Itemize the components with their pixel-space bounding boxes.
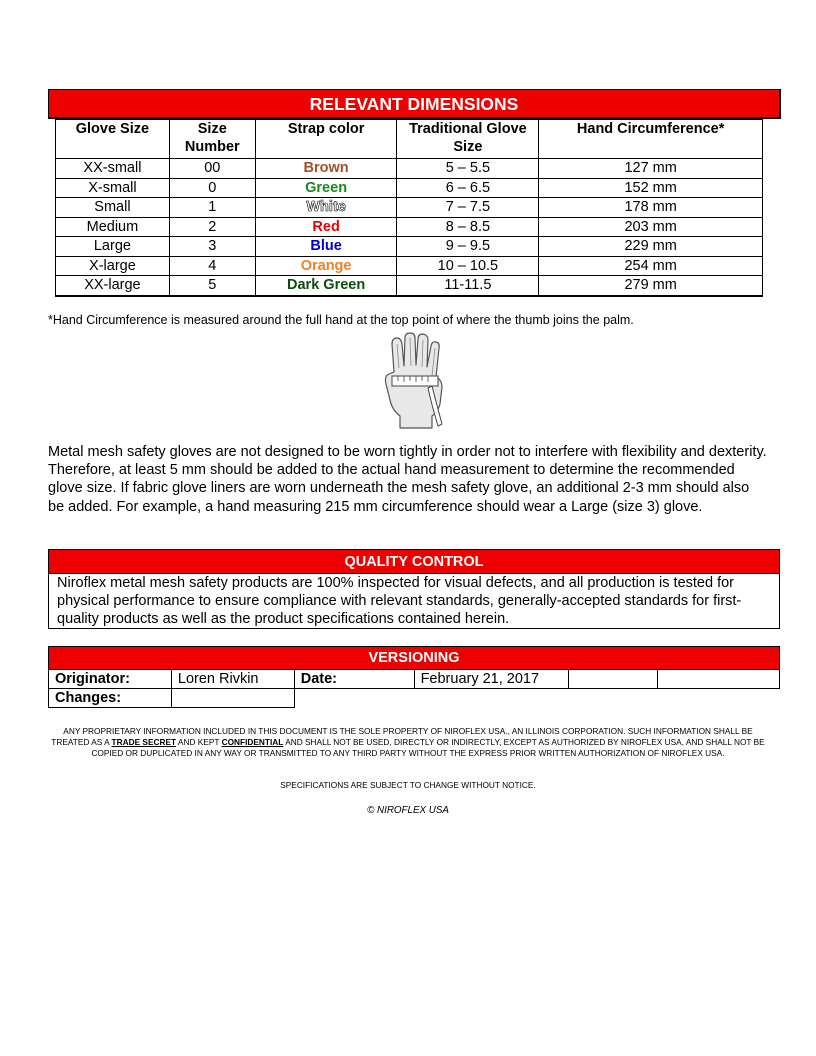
traditional-size-cell: 10 – 10.5 xyxy=(397,256,539,276)
dimensions-title: RELEVANT DIMENSIONS xyxy=(48,89,781,119)
trade-secret-text: TRADE SECRET xyxy=(111,737,177,748)
strap-color-cell: Brown xyxy=(255,159,397,179)
originator-label: Originator: xyxy=(49,670,172,689)
header-size-number: Size Number xyxy=(169,120,255,159)
strap-color-cell: Dark Green xyxy=(255,276,397,296)
glove-size-cell: X-small xyxy=(56,178,170,198)
dimensions-header-row xyxy=(56,120,763,159)
header-traditional-glove-size: Traditional Glove Size xyxy=(397,120,539,159)
date-value: February 21, 2017 xyxy=(414,670,569,689)
glove-size-cell: Medium xyxy=(56,217,170,237)
size-number-cell: 5 xyxy=(169,276,255,296)
strap-color-cell: Green xyxy=(255,178,397,198)
versioning-row-changes xyxy=(49,689,780,708)
empty-cell xyxy=(658,689,780,708)
traditional-size-cell: 7 – 7.5 xyxy=(397,198,539,218)
empty-cell xyxy=(658,670,780,689)
glove-size-cell: XX-small xyxy=(56,159,170,179)
specifications-notice: SPECIFICATIONS ARE SUBJECT TO CHANGE WITHOUT NOTICE. xyxy=(280,780,536,790)
header-hand-circumference: Hand Circumference* xyxy=(539,120,763,159)
circumference-cell: 279 mm xyxy=(539,276,763,296)
size-number-cell: 2 xyxy=(169,217,255,237)
size-number-cell: 1 xyxy=(169,198,255,218)
legal-text: ANY PROPRIETARY INFORMATION INCLUDED IN THIS DOCUMENT IS THE SOLE PROPERTY OF NIROFLEX USA., AN ILLINOIS CORPORATION. SUCH INFORMATION SHALL BE TREATED AS A xyxy=(51,726,753,748)
empty-cell xyxy=(171,689,294,708)
circumference-cell: 229 mm xyxy=(539,237,763,257)
versioning-row-originator xyxy=(49,670,780,689)
strap-color-cell: Red xyxy=(255,217,397,237)
dimensions-table xyxy=(55,119,763,297)
quality-title: QUALITY CONTROL xyxy=(48,549,780,574)
circumference-cell: 178 mm xyxy=(539,198,763,218)
table-row xyxy=(56,256,763,276)
header-glove-size: Glove Size xyxy=(56,120,170,159)
table-row xyxy=(56,178,763,198)
traditional-size-cell: 6 – 6.5 xyxy=(397,178,539,198)
glove-size-cell: Small xyxy=(56,198,170,218)
hand-measure-icon xyxy=(380,332,450,432)
size-number-cell: 3 xyxy=(169,237,255,257)
size-number-cell: 4 xyxy=(169,256,255,276)
empty-cell xyxy=(414,689,569,708)
empty-cell xyxy=(294,689,414,708)
circumference-cell: 152 mm xyxy=(539,178,763,198)
table-row xyxy=(56,198,763,218)
table-row xyxy=(56,237,763,257)
changes-label: Changes: xyxy=(49,689,172,708)
header-strap-color: Strap color xyxy=(255,120,397,159)
originator-value: Loren Rivkin xyxy=(171,670,294,689)
table-row xyxy=(56,276,763,296)
traditional-size-cell: 8 – 8.5 xyxy=(397,217,539,237)
legal-notice xyxy=(48,726,768,760)
size-number-cell: 00 xyxy=(169,159,255,179)
traditional-size-cell: 11-11.5 xyxy=(397,276,539,296)
empty-cell xyxy=(569,670,658,689)
table-row xyxy=(56,217,763,237)
glove-size-cell: Large xyxy=(56,237,170,257)
legal-text: AND KEPT xyxy=(176,737,222,748)
circumference-note: *Hand Circumference is measured around the full hand at the top point of where the thumb joins the palm. xyxy=(48,313,634,327)
date-label: Date: xyxy=(294,670,414,689)
circumference-cell: 254 mm xyxy=(539,256,763,276)
versioning-title: VERSIONING xyxy=(48,646,780,670)
fit-guidance-paragraph: Metal mesh safety gloves are not designed to be worn tightly in order not to interfere with flexibility and dexterity. Therefore, at least 5 mm should be added to the actual hand measurement to determine the recommended glove size. If fabric glove liners are worn underneath the mesh safety glove, an additional 2-3 mm should also be added. For example, a hand measuring 215 mm circumference should wear a Large (size 3) glove. xyxy=(48,444,767,515)
confidential-text: CONFIDENTIAL xyxy=(221,737,284,748)
glove-size-cell: X-large xyxy=(56,256,170,276)
circumference-cell: 127 mm xyxy=(539,159,763,179)
empty-cell xyxy=(569,689,658,708)
size-number-cell: 0 xyxy=(169,178,255,198)
strap-color-cell: Orange xyxy=(255,256,397,276)
legal-text: AND SHALL NOT BE USED, DIRECTLY OR INDIRECTLY, EXCEPT AS AUTHORIZED BY NIROFLEX USA, AND SHALL NOT BE COPIED OR DUPLICATED IN ANY WAY OR TRANSMITTED TO ANY THIRD PARTY WITHOUT THE EXPRESS PRIOR WRITTEN AUTHORIZATION OF NIROFLEX USA. xyxy=(91,737,765,759)
table-row xyxy=(56,159,763,179)
versioning-table xyxy=(48,669,780,708)
strap-color-cell: Blue xyxy=(255,237,397,257)
strap-color-cell: White xyxy=(255,198,397,218)
traditional-size-cell: 5 – 5.5 xyxy=(397,159,539,179)
copyright: © NIROFLEX USA xyxy=(367,805,449,816)
traditional-size-cell: 9 – 9.5 xyxy=(397,237,539,257)
circumference-cell: 203 mm xyxy=(539,217,763,237)
quality-text: Niroflex metal mesh safety products are 100% inspected for visual defects, and all production is tested for physical performance to ensure compliance with relevant standards, generally-accepted standards for first-quality products as well as the product specifications contained herein. xyxy=(48,573,780,629)
glove-size-cell: XX-large xyxy=(56,276,170,296)
